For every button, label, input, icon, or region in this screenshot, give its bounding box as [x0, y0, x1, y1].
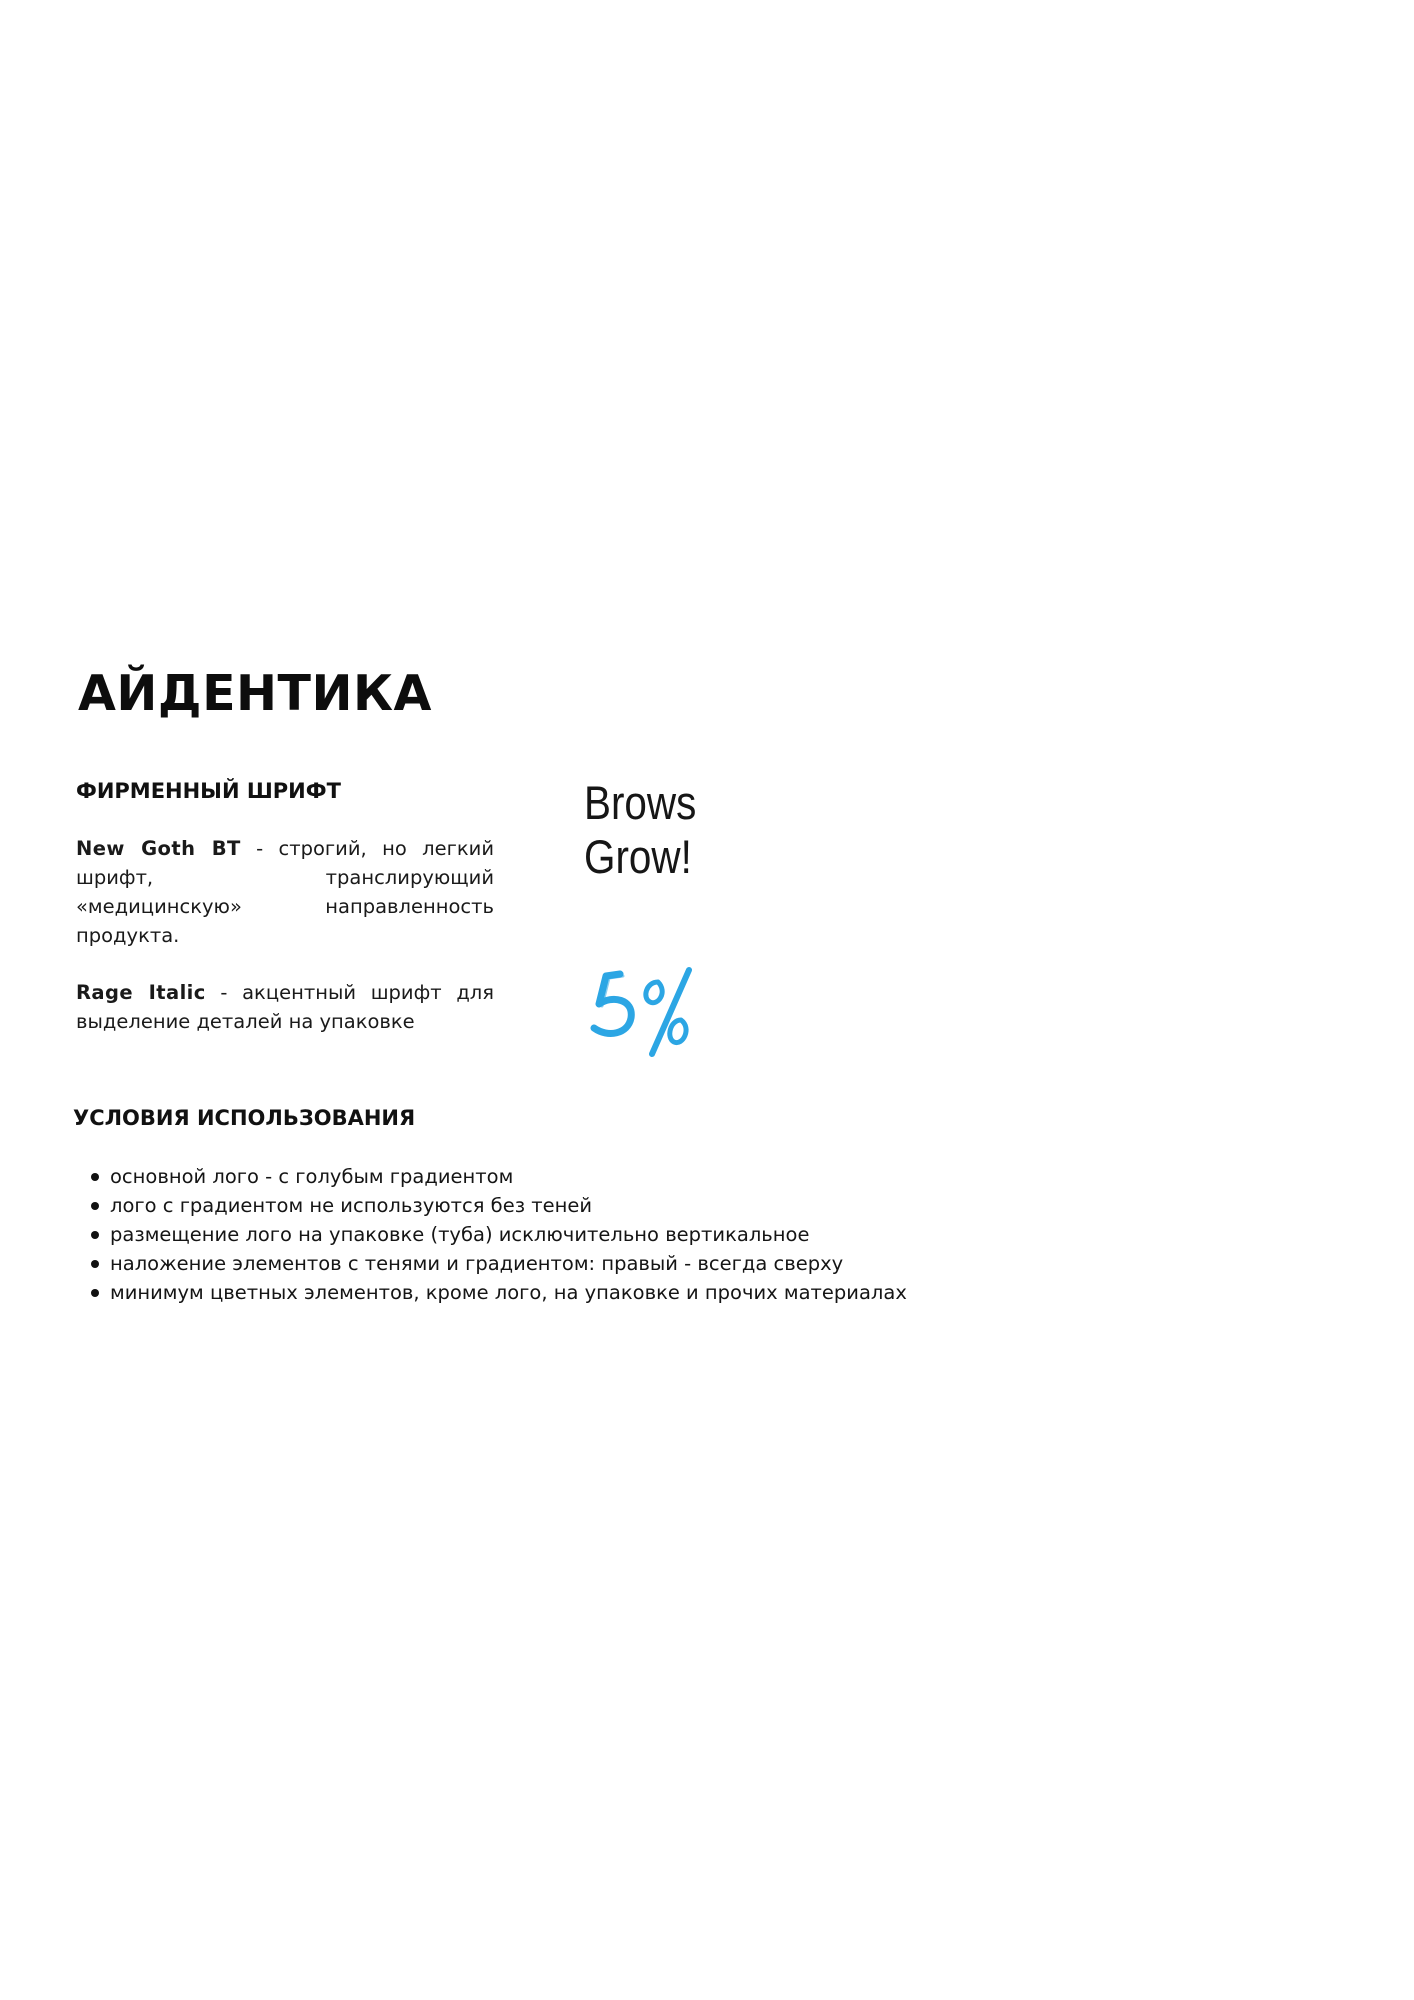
font-name-new-goth: New Goth BT — [76, 837, 241, 860]
font-sample-new-goth — [584, 776, 756, 884]
usage-item-text: размещение лого на упаковке (туба) исключительно вертикальное — [110, 1223, 810, 1246]
list-item — [83, 1162, 907, 1191]
list-item — [83, 1220, 907, 1249]
list-item — [83, 1191, 907, 1220]
list-item — [83, 1249, 907, 1278]
bullet-icon — [91, 1289, 99, 1297]
usage-list — [83, 1162, 907, 1307]
font-description-rage-italic — [76, 978, 494, 1036]
percent-brush-strokes — [594, 970, 689, 1054]
page-title: АЙДЕНТИКА — [78, 665, 432, 722]
usage-item-text: основной лого - с голубым градиентом — [110, 1165, 514, 1188]
font-name-rage-italic: Rage Italic — [76, 981, 206, 1004]
brand-font-heading: ФИРМЕННЫЙ ШРИФТ — [76, 779, 341, 803]
font-text-rage-italic: - акцентный шрифт для выделение деталей на упаковке — [76, 981, 494, 1033]
usage-heading: УСЛОВИЯ ИСПОЛЬЗОВАНИЯ — [73, 1106, 416, 1130]
bullet-icon — [91, 1260, 99, 1268]
font-sample-rage-italic — [586, 962, 716, 1062]
percent-sample-graphic — [586, 962, 716, 1062]
list-item — [83, 1278, 907, 1307]
bullet-icon — [91, 1173, 99, 1181]
bullet-icon — [91, 1202, 99, 1210]
font-sample-line-2: Grow! — [584, 830, 692, 883]
font-description-new-goth — [76, 834, 494, 950]
bullet-icon — [91, 1231, 99, 1239]
font-text-new-goth: - строгий, но легкий шрифт, транслирующий «медицинскую» направленность продукта. — [76, 837, 494, 947]
usage-item-text: минимум цветных элементов, кроме лого, на упаковке и прочих материалах — [110, 1281, 907, 1304]
font-sample-line-1: Brows — [584, 776, 697, 829]
usage-item-text: наложение элементов с тенями и градиентом: правый - всегда сверху — [110, 1252, 844, 1275]
usage-item-text: лого с градиентом не используются без теней — [110, 1194, 593, 1217]
